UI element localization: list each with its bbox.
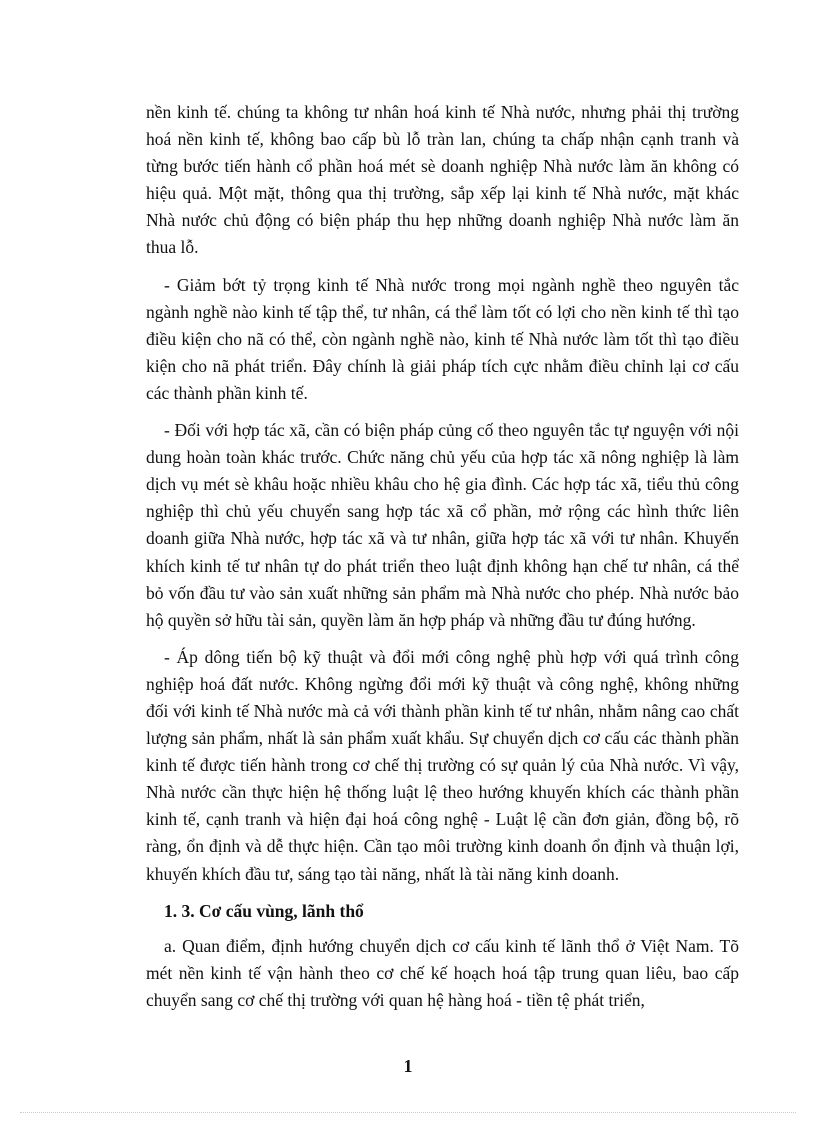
paragraph-continuation: nền kinh tế. chúng ta không tư nhân hoá kinh tế Nhà nước, nhưng phải thị trường hoá nền kinh tế, không bao cấp bù lỗ tràn lan, chúng ta chấp nhận cạnh tranh và từng bước tiến hành cổ phần hoá mét sè doanh nghiệp Nhà nước làm ăn không có hiệu quả. Một mặt, thông qua thị trường, sắp xếp lại kinh tế Nhà nước, mặt khác Nhà nước chủ động có biện pháp thu hẹp những doanh nghiệp Nhà nước làm ăn thua lỗ. [146, 102, 739, 258]
page-body [146, 99, 739, 1024]
page-number: 1 [403, 1056, 413, 1076]
paragraph-technology: - Áp dông tiến bộ kỹ thuật và đổi mới công nghệ phù hợp với quá trình công nghiệp hoá đất nước. Không ngừng đổi mới kỹ thuật và công nghệ, không những đối với kinh tế Nhà nước mà cả với thành phần kinh tế tư nhân, nhằm nâng cao chất lượng sản phẩm, nhất là sản phẩm xuất khẩu. Sự chuyển dịch cơ cấu các thành phần kinh tế được tiến hành trong cơ chế thị trường có sự quản lý của Nhà nước. Vì vậy, Nhà nước cần thực hiện hệ thống luật lệ theo hướng khuyến khích các thành phần kinh tế, cạnh tranh và hiện đại hoá công nghệ - Luật lệ cần đơn giản, đồng bộ, rõ ràng, ổn định và dễ thực hiện. Cần tạo môi trường kinh doanh ổn định và thuận lợi, khuyến khích đầu tư, sáng tạo tài năng, nhất là tài năng kinh doanh. [146, 646, 739, 884]
paragraph-cooperatives: - Đối với hợp tác xã, cần có biện pháp củng cố theo nguyên tắc tự nguyện với nội dung hoàn toàn khác trước. Chức năng chủ yếu của hợp tác xã nông nghiệp là làm dịch vụ mét sè khâu hoặc nhiều khâu cho hệ gia đình. Các hợp tác xã, tiểu thủ công nghiệp thì chủ yếu chuyển sang hợp tác xã cổ phần, mở rộng các hình thức liên doanh giữa Nhà nước, hợp tác xã và tư nhân, giữa hợp tác xã với tư nhân. Khuyến khích kinh tế tư nhân tự do phát triển theo luật định không hạn chế tư nhân, cá thể bỏ vốn đầu tư vào sản xuất những sản phẩm mà Nhà nước cho phép. Nhà nước bảo hộ quyền sở hữu tài sản, quyền làm ăn hợp pháp và những đầu tư đúng hướng. [146, 420, 739, 630]
section-heading: 1. 3. Cơ cấu vùng, lãnh thổ [164, 900, 364, 921]
paragraph-state-sector-share: - Giảm bớt tỷ trọng kinh tế Nhà nước trong mọi ngành nghề theo nguyên tắc ngành nghề nào kinh tế tập thể, tư nhân, cá thể làm tốt có lợi cho nền kinh tế thì tạo điều kiện cho nã có thể, còn ngành nghề nào, kinh tế Nhà nước làm tốt thì tạo điều kiện cho nã phát triển. Đây chính là giải pháp tích cực nhằm điều chỉnh lại cơ cấu các thành phần kinh tế. [146, 274, 739, 403]
page-bottom-divider [20, 1112, 796, 1113]
paragraph-regional-structure: a. Quan điểm, định hướng chuyển dịch cơ cấu kinh tế lãnh thổ ở Việt Nam. Tõ mét nền kinh tế vận hành theo cơ chế kế hoạch hoá tập trung quan liêu, bao cấp chuyển sang cơ chế thị trường với quan hệ hàng hoá - tiền tệ phát triển, [146, 935, 739, 1010]
